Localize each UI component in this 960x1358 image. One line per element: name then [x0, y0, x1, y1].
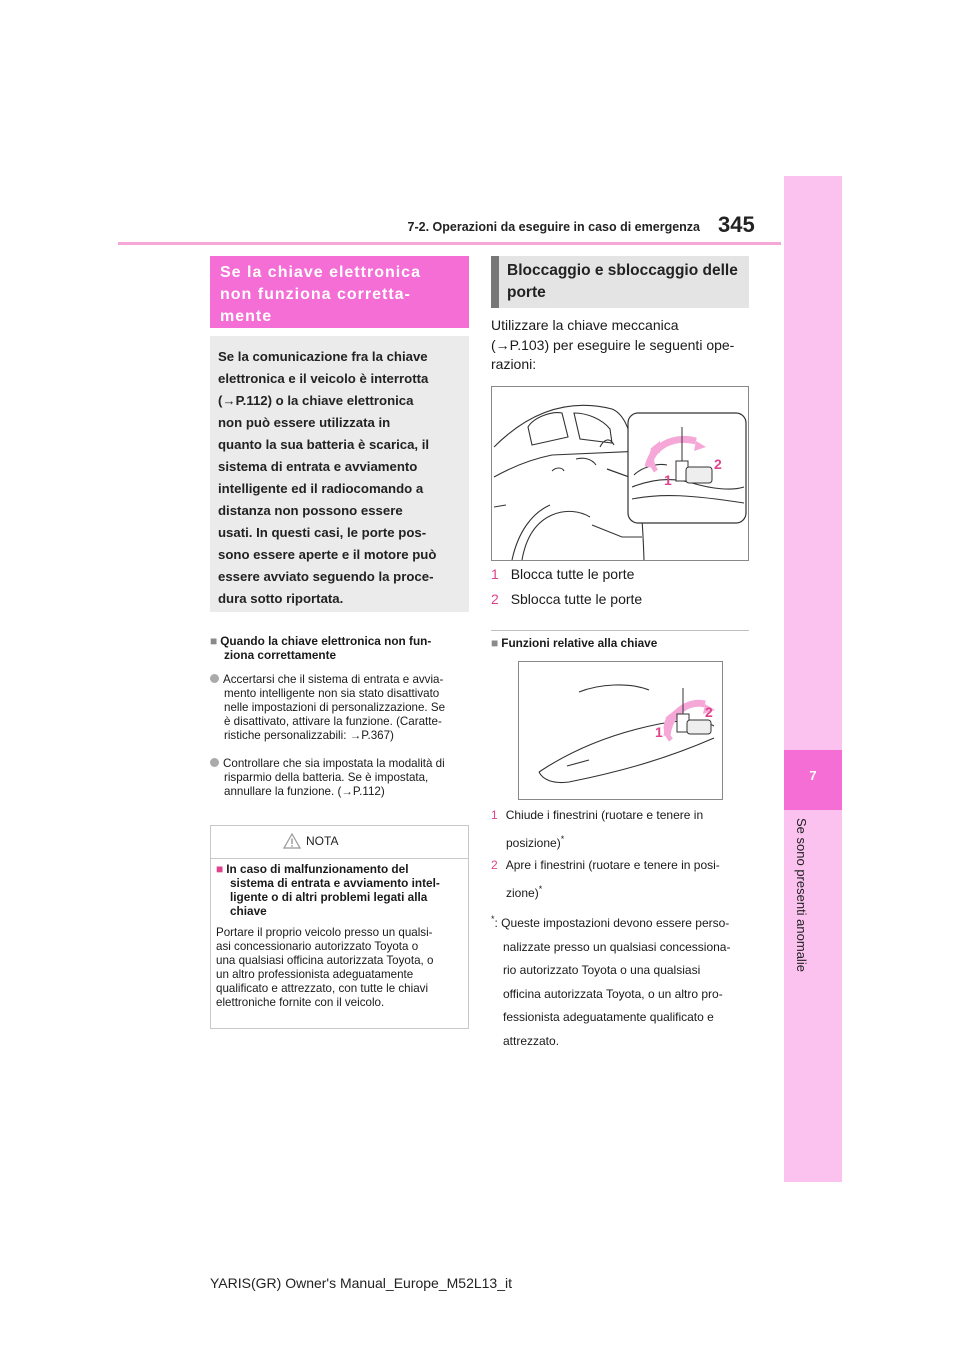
door-lock-intro — [491, 316, 749, 375]
note-subhead-line: chiave — [230, 904, 267, 918]
note-header — [211, 826, 468, 859]
footnote-line: nalizzate presso un qualsiasi concessiona- — [503, 939, 731, 954]
item-line — [491, 803, 753, 827]
intro-line: (→P.112) o la chiave elettronica — [218, 393, 414, 408]
footnote-line: rio autorizzato Toyota o una qualsiasi — [503, 963, 701, 977]
heading-line: porte — [507, 284, 546, 301]
square-bullet-icon: ■ — [491, 636, 499, 650]
intro-line: intelligente ed il radiocomando a — [218, 481, 424, 496]
intro-line: Se la comunicazione fra la chiave — [218, 349, 428, 364]
subhead-text: Quando la chiave elettronica non fun- — [220, 634, 432, 648]
circle-bullet-icon — [210, 758, 219, 767]
subhead-text: Funzioni relative alla chiave — [501, 636, 658, 650]
note-subhead-line: sistema di entrata e avviamento intel- — [230, 876, 440, 890]
intro-line: essere avviato seguendo la proce- — [218, 569, 434, 584]
bullet-line: nelle impostazioni di personalizzazione. Se — [224, 701, 446, 714]
page-number: 345 — [718, 212, 755, 237]
figure-label: 2 — [705, 704, 713, 720]
intro-line: quanto la sua batteria è scarica, il — [218, 437, 430, 452]
item-line — [491, 827, 753, 855]
bullet-item — [210, 757, 472, 799]
bullet-item — [210, 673, 472, 743]
figure-label: 2 — [714, 456, 722, 472]
chapter-number: 7 — [809, 768, 817, 783]
intro-line: sistema di entrata e avviamento — [218, 459, 418, 474]
header-divider — [118, 242, 781, 245]
subhead-key-malfunction — [210, 634, 472, 662]
bullet-text: Controllare che sia impostata la modalità di — [223, 757, 445, 770]
bullet-line — [210, 673, 472, 687]
section-title: 7-2. Operazioni da eseguire in caso di emergenza — [407, 220, 700, 234]
car-door-drawing — [492, 387, 748, 560]
bullet-line: mento intelligente non sia stato disattivato — [224, 687, 440, 700]
footnote-line: fessionista adeguatamente qualificato e — [503, 1010, 714, 1024]
intro-line: (→P.103) per eseguire le seguenti ope- — [491, 336, 735, 353]
heading-line: Se la chiave elettronica — [220, 264, 421, 281]
subhead-key-functions — [491, 636, 657, 650]
heading-line: mente — [220, 308, 273, 325]
square-bullet-icon: ■ — [210, 634, 218, 648]
note-body-line: elettroniche fornite con il veicolo. — [216, 996, 385, 1009]
note-body-line: asi concessionario autorizzato Toyota o — [216, 940, 419, 953]
list-item-open-windows — [491, 853, 753, 905]
note-subhead-line — [216, 862, 466, 876]
item-text: Sblocca tutte le porte — [510, 591, 643, 607]
door-handle-key-illustration — [518, 661, 723, 800]
footnote-line: officina autorizzata Toyota, o un altro pro- — [503, 986, 723, 1001]
chapter-side-tab — [784, 176, 842, 1182]
bullet-line: annullare la funzione. (→P.112) — [224, 785, 385, 798]
item-line — [491, 877, 753, 905]
item-number: 1 — [491, 808, 498, 822]
footnote-mark: * — [560, 834, 565, 844]
note-body-line: una qualsiasi officina autorizzata Toyota, o — [216, 954, 434, 967]
footnote-text: : Queste impostazioni devono essere perso- — [494, 916, 730, 930]
intro-line: sono essere aperte e il motore può — [218, 547, 437, 562]
item-number: 2 — [491, 591, 499, 607]
footnote-line — [491, 908, 753, 936]
chapter-title: Se sono presenti anomalie — [794, 818, 809, 972]
note-body-line: Portare il proprio veicolo presso un qualsi- — [216, 926, 433, 939]
intro-line: distanza non possono essere — [218, 503, 403, 518]
footnote-mark: * — [491, 914, 495, 924]
note-subhead-text: In caso di malfunzionamento del — [226, 862, 409, 876]
footnote-line: attrezzato. — [503, 1033, 560, 1048]
item-text: zione) — [506, 886, 539, 900]
door-handle-drawing — [519, 662, 722, 799]
item-line — [491, 853, 753, 877]
note-box — [210, 825, 469, 1029]
item-text: Chiude i finestrini (ruotare e tenere in — [505, 808, 704, 822]
list-item-close-windows — [491, 803, 753, 855]
bullet-line: è disattivato, attivare la funzione. (Caratte- — [224, 715, 442, 728]
circle-bullet-icon — [210, 674, 219, 683]
note-subhead-line: ligente o di altri problemi legati alla — [230, 890, 428, 904]
manual-footer: YARIS(GR) Owner's Manual_Europe_M52L13_it — [210, 1275, 512, 1291]
heading-line: non funziona corretta- — [220, 286, 411, 303]
item-text: Apre i finestrini (ruotare e tenere in posi- — [505, 858, 720, 872]
bullet-line — [210, 757, 472, 771]
figure-label: 1 — [664, 472, 672, 488]
subhead-line: ziona correttamente — [224, 648, 337, 662]
item-text: posizione) — [506, 836, 561, 850]
footnote-mark: * — [538, 884, 543, 894]
bullet-line: ristiche personalizzabili: →P.367) — [224, 729, 394, 742]
section-divider — [491, 630, 749, 631]
list-item-unlock — [491, 591, 642, 607]
intro-box — [210, 336, 469, 612]
item-number: 2 — [491, 858, 498, 872]
item-number: 1 — [491, 566, 499, 582]
note-body-line: qualificato e attrezzato, con tutte le chiavi — [216, 982, 429, 995]
note-body-line: un altro professionista adeguatamente — [216, 968, 414, 981]
figure-label: 1 — [655, 724, 663, 740]
list-item-lock — [491, 566, 634, 582]
bullet-text: Accertarsi che il sistema di entrata e avvia- — [223, 673, 444, 686]
section-heading-door-lock — [491, 256, 749, 308]
intro-line: Utilizzare la chiave meccanica — [491, 317, 679, 333]
square-bullet-icon: ■ — [216, 862, 224, 876]
intro-line: razioni: — [491, 356, 537, 372]
heading-line: Bloccaggio e sbloccaggio delle — [507, 262, 738, 279]
warning-triangle-icon — [283, 833, 301, 849]
footnote — [491, 908, 753, 1053]
intro-line: dura sotto riportata. — [218, 591, 344, 606]
subhead-line — [210, 634, 472, 648]
section-heading-smart-key — [210, 256, 469, 328]
note-body — [216, 926, 466, 1010]
bullet-line: risparmio della batteria. Se è impostata, — [224, 771, 429, 784]
intro-line: elettronica e il veicolo è interrotta — [218, 371, 429, 386]
note-subhead — [216, 862, 466, 918]
note-label: NOTA — [306, 834, 339, 848]
car-door-key-illustration — [491, 386, 749, 561]
intro-line: non può essere utilizzata in — [218, 415, 391, 430]
intro-line: usati. In questi casi, le porte pos- — [218, 525, 427, 540]
item-text: Blocca tutte le porte — [510, 566, 635, 582]
